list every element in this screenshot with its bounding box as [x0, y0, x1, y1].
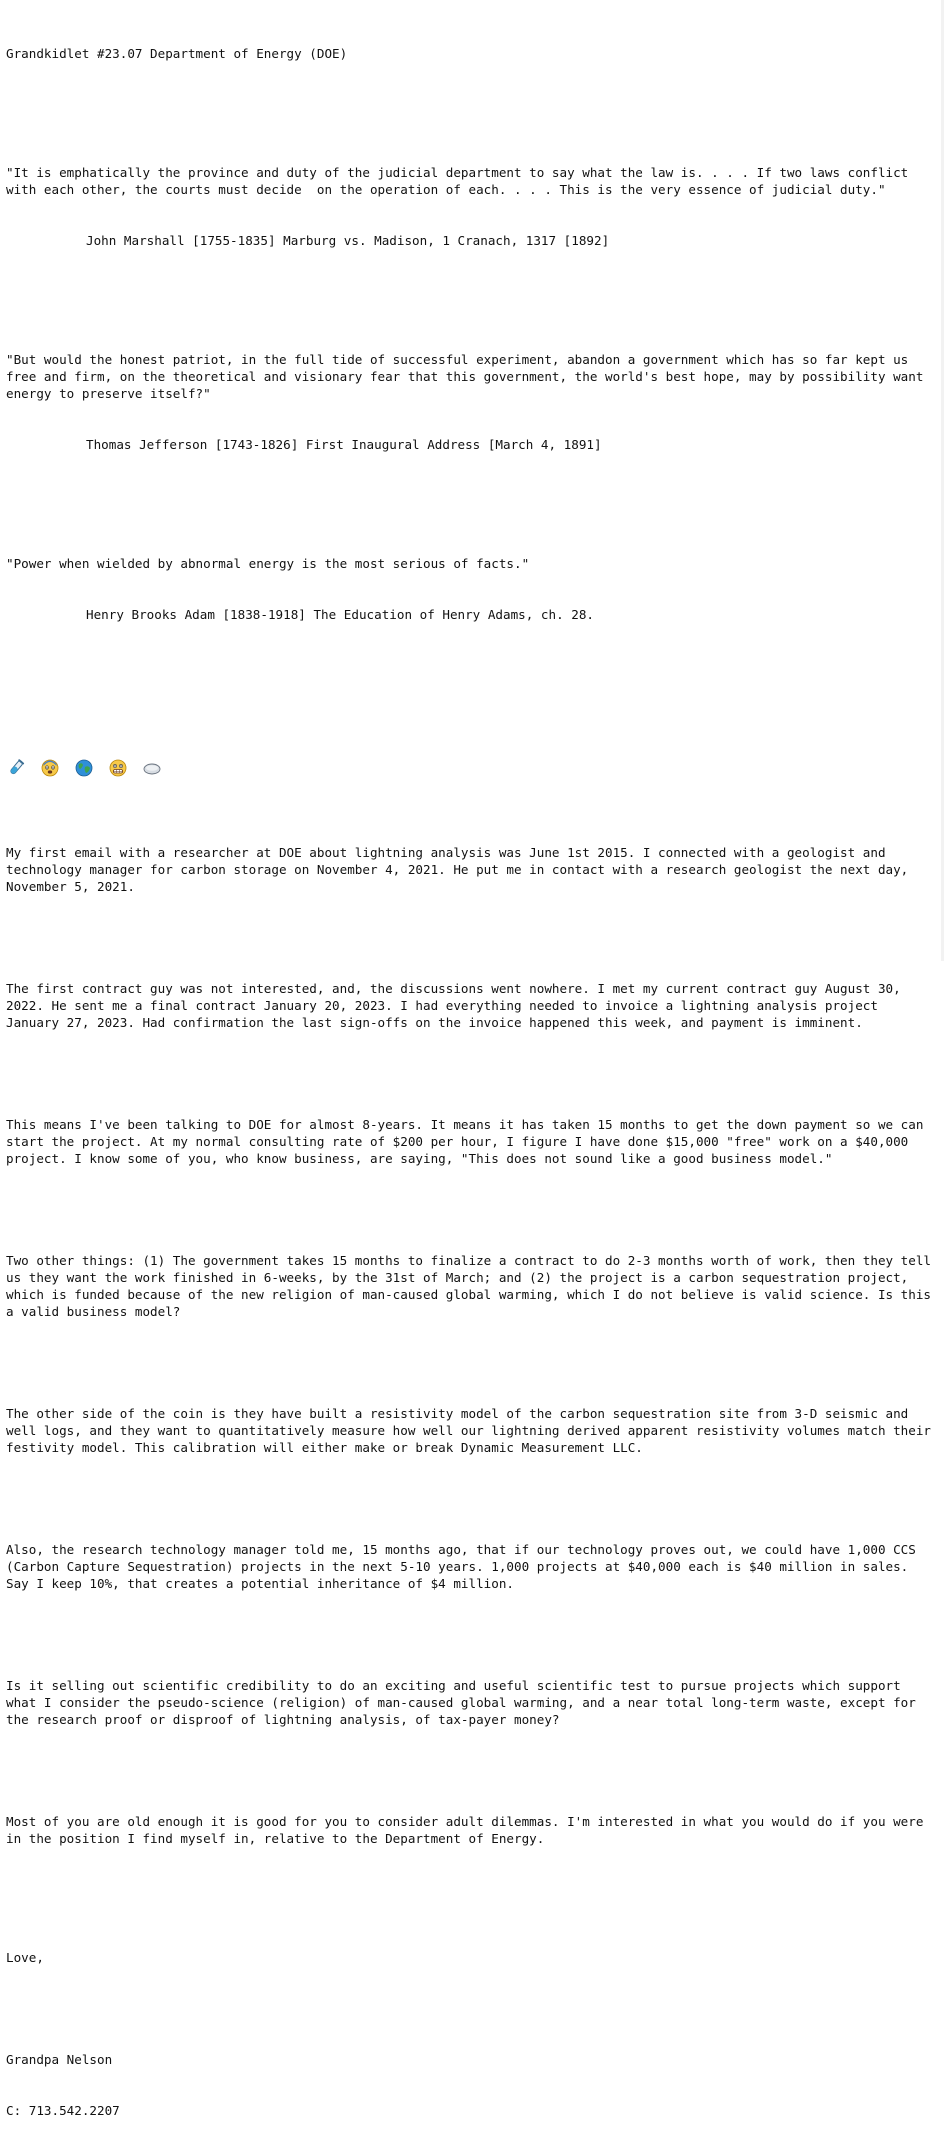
quote-2-text: "But would the honest patriot, in the full tide of successful experiment, abandon a government which has so far kept us free and firm, on the theoretical and visionary fear that this government, the world's best hope, may by possibility want energy to preserve itself?"	[6, 352, 932, 401]
paragraph-6: Also, the research technology manager told me, 15 months ago, that if our technology proves out, we could have 1,000 CCS (Carbon Capture Sequestration) projects in the next 5-10 years. 1,000 projects at $40,000 each is $40 million in sales. Say I keep 10%, that creates a potential inheritance of $4 million.	[6, 1542, 924, 1591]
emoji-row	[6, 725, 938, 742]
test-tube-icon	[6, 725, 28, 742]
closing: Love,	[6, 1950, 44, 1965]
quote-1-text: "It is emphatically the province and duty of the judicial department to say what the law is. . . . If two laws conflict with each other, the courts must decide on the operation of each. . . . This is the very essence of judicial duty."	[6, 165, 916, 197]
email-body	[6, 11, 938, 2136]
paragraph-7: Is it selling out scientific credibility to do an exciting and useful scientific test to pursue projects which support what I consider the pseudo-science (religion) of man-caused global warming, and a near total long-term waste, except for the research proof or disproof of lightning analysis, of tax-payer money?	[6, 1678, 924, 1727]
paragraph-8: Most of you are old enough it is good for you to consider adult dilemmas. I'm interested in what you would do if you were in the position I find myself in, relative to the Department of Energy.	[6, 1814, 932, 1846]
grimacing-face-icon	[108, 725, 130, 742]
quote-3-attribution: Henry Brooks Adam [1838-1918] The Education of Henry Adams, ch. 28.	[86, 607, 594, 622]
quote-1-attribution: John Marshall [1755-1835] Marburg vs. Madison, 1 Cranach, 1317 [1892]	[86, 233, 610, 248]
paragraph-4: Two other things: (1) The government takes 15 months to finalize a contract to do 2-3 months worth of work, then they tell us they want the work finished in 6-weeks, by the 31st of March; and (2) the project is a carbon sequestration project, which is funded because of the new religion of man-caused global warming, which I do not believe is valid science. Is this a valid business model?	[6, 1253, 939, 1319]
globe-icon	[74, 725, 96, 742]
quote-2-attribution: Thomas Jefferson [1743-1826] First Inaugural Address [March 4, 1891]	[86, 437, 602, 452]
fearful-face-icon	[40, 725, 62, 742]
paragraph-2: The first contract guy was not interested, and, the discussions went nowhere. I met my current contract guy August 30, 2022. He sent me a final contract January 20, 2023. I had everything needed to invoice a lightning analysis project January 27, 2023. Had confirmation the last sign-offs on the invoice happened this week, and payment is imminent.	[6, 981, 909, 1030]
signature-name: Grandpa Nelson	[6, 2052, 113, 2067]
quote-3-text: "Power when wielded by abnormal energy is the most serious of facts."	[6, 556, 530, 571]
paragraph-5: The other side of the coin is they have built a resistivity model of the carbon sequestration site from 3-D seismic and well logs, and they want to quantitatively measure how well our lightning derived apparent resistivity volumes match their festivity model. This calibration will either make or break Dynamic Measurement LLC.	[6, 1406, 939, 1455]
signature-phone: C: 713.542.2207	[6, 2103, 120, 2118]
email-title: Grandkidlet #23.07 Department of Energy (DOE)	[6, 46, 348, 61]
pill-icon	[142, 725, 164, 742]
paragraph-3: This means I've been talking to DOE for almost 8-years. It means it has taken 15 months to get the down payment so we can start the project. At my normal consulting rate of $200 per hour, I figure I have done $15,000 "free" work on a $40,000 project. I know some of you, who know business, are saying, "This does not sound like a good business model."	[6, 1117, 932, 1166]
paragraph-1: My first email with a researcher at DOE about lightning analysis was June 1st 2015. I connected with a geologist and technology manager for carbon storage on November 4, 2021. He put me in contact with a research geologist the next day, November 5, 2021.	[6, 845, 916, 894]
